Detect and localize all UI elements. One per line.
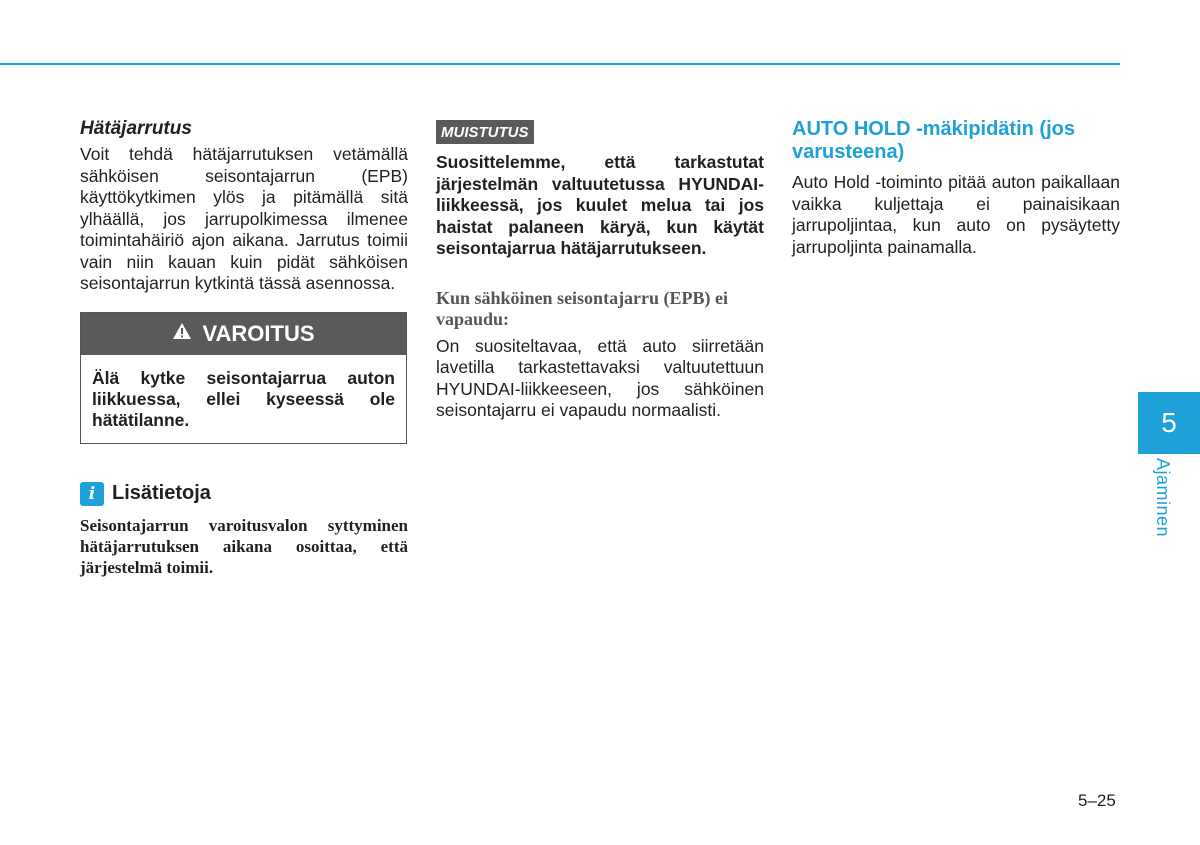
header-rule — [0, 63, 1120, 65]
info-text: Seisontajarrun varoitusvalon syttyminen hätäjarrutuksen aikana osoittaa, että järjestelmä toimii. — [80, 515, 408, 577]
info-title: Lisätietoja — [112, 482, 211, 504]
page-number: 5–25 — [1078, 791, 1116, 810]
warning-box — [80, 312, 407, 444]
column-middle — [436, 116, 764, 422]
emergency-braking-paragraph: Voit tehdä hätäjarrutuksen vetämällä sähköisen seisontajarrun (EPB) käyttökytkimen ylös ja pitämällä sitä ylhäällä, jos jarrupolkimessa ilmenee toimintahäiriö ajon aikana. Jarrutus toimii vain niin kauan kuin pidät sähköisen seisontajarrun kytkintä tässä asennossa. — [80, 144, 408, 293]
warning-text: Älä kytke seisontajarrua auton liikkuessa, ellei kyseessä ole hätätilanne. — [92, 367, 395, 430]
epb-not-releasing-heading: Kun sähköinen seisontajarru (EPB) ei vapaudu: — [436, 287, 729, 329]
chapter-title: Ajaminen — [1153, 458, 1173, 538]
column-right — [792, 116, 1120, 258]
auto-hold-heading: AUTO HOLD -mäkipidätin (jos varusteena) — [792, 118, 1075, 163]
epb-not-releasing-paragraph: On suositeltavaa, että auto siirretään lavetilla tarkastettavaksi valtuutettuun HYUNDAI-liikkeeseen, jos sähköinen seisontajarru ei vapaudu normaalisti. — [436, 335, 764, 420]
warning-header — [81, 313, 406, 355]
warning-title: VAROITUS — [202, 320, 315, 346]
chapter-number-tab: 5 — [1138, 392, 1200, 454]
notice-text: Suosittelemme, että tarkastutat järjestelmän valtuutetussa HYUNDAI-liikkeessä, jos kuulet melua tai jos haistat palaneen käryä, kun käytät seisontajarrua hätäjarrutukseen. — [436, 152, 764, 258]
notice-label: MUISTUTUS — [436, 120, 534, 144]
column-left — [80, 116, 408, 578]
info-icon: i — [80, 482, 104, 506]
auto-hold-paragraph: Auto Hold -toiminto pitää auton paikallaan vaikka kuljettaja ei painaisikaan jarrupoljintaa, kun auto on pysäytetty jarrupoljinta painamalla. — [792, 172, 1120, 257]
section-heading-emergency-braking: Hätäjarrutus — [80, 118, 192, 139]
info-heading — [80, 482, 408, 506]
warning-triangle-icon — [172, 322, 192, 346]
